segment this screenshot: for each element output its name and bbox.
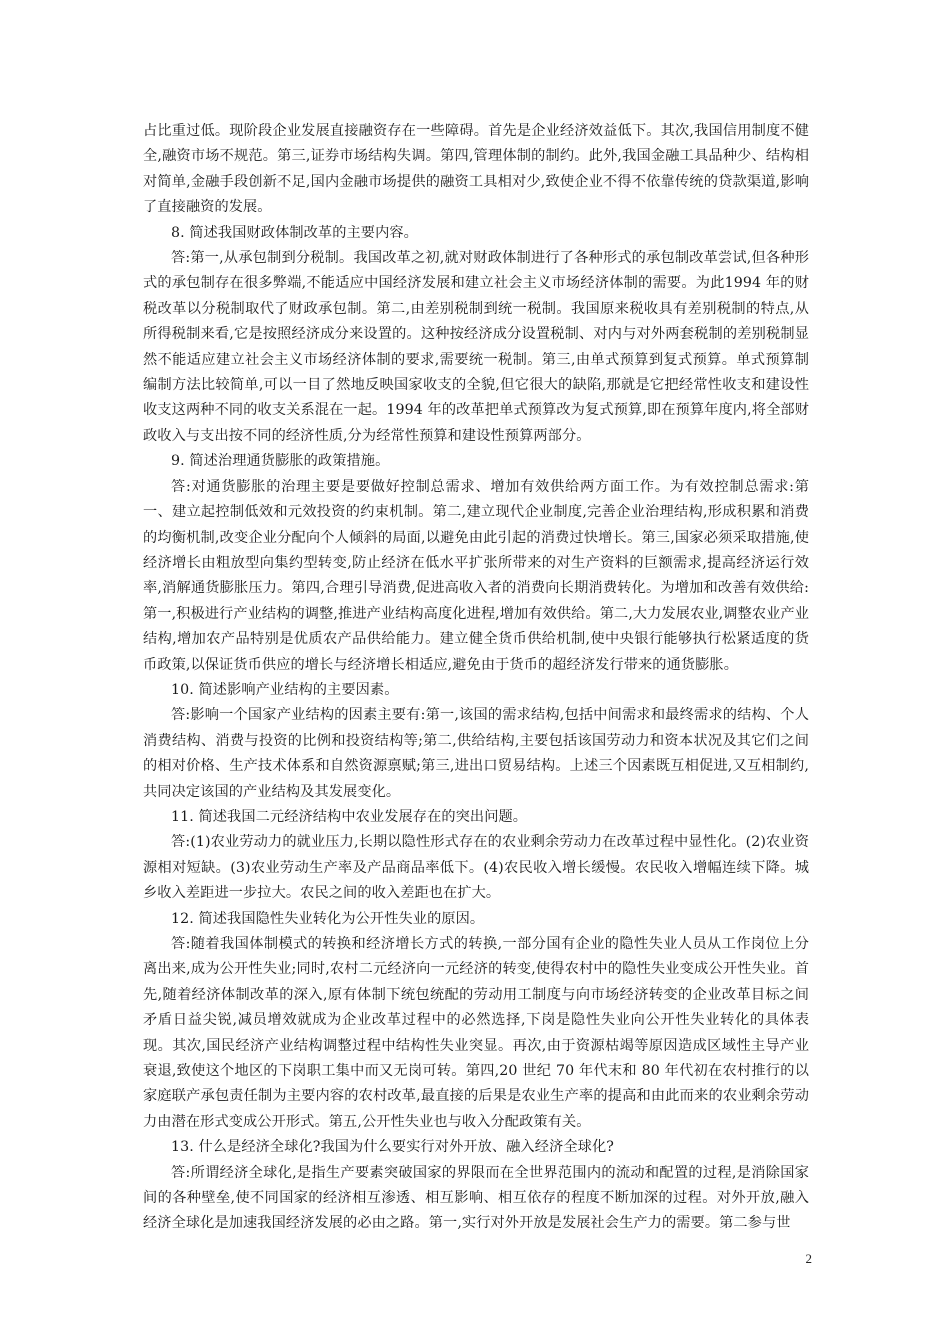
answer-9: 答:对通货膨胀的治理主要是要做好控制总需求、增加有效供给两方面工作。为有效控制总需求:第一、建立起控制低效和元效投资的约束机制。第二,建立现代企业制度,完善企业治理结构,形成积累和消费的均衡机制,改变企业分配向个人倾斜的局面,以避免由此引起的消费过快增长。第三,国家必须采取措施,使经济增长由粗放型向集约型转变,防止经济在低水平扩张所带来的对生产资料的巨额需求,提高经济运行效率,消解通货膨胀压力。第四,合理引导消费,促进高收入者的消费向长期消费转化。为增加和改善有效供给:第一,积极进行产业结构的调整,推进产业结构高度化进程,增加有效供给。第二,大力发展农业,调整农业产业结构,增加农产品特别是优质农产品供给能力。建立健全货币供给机制,使中央银行能够执行松紧适度的货币政策,以保证货币供应的增长与经济增长相适应,避免由于货币的超经济发行带来的通货膨胀。 [143, 478, 809, 673]
question-8: 8. 简述我国财政体制改革的主要内容。 [171, 224, 418, 241]
page-number: 2 [805, 1251, 812, 1266]
answer-12: 答:随着我国体制模式的转换和经济增长方式的转换,一部分国有企业的隐性失业人员从工作岗位上分离出来,成为公开性失业;同时,农村二元经济向一元经济的转变,使得农村中的隐性失业变成公开性失业。首先,随着经济体制改革的深入,原有体制下统包统配的劳动用工制度与向市场经济转变的企业改革目标之间矛盾日益尖锐,减员增效就成为企业改革过程中的必然选择,下岗是隐性失业向公开性失业转化的具体表现。其次,国民经济产业结构调整过程中结构性失业突显。再次,由于资源枯竭等原因造成区域性主导产业衰退,致使这个地区的下岗职工集中而又无岗可转。第四,20 世纪 70 年代末和 80 年代初在农村推行的以家庭联产承包责任制为主要内容的农村改革,最直接的后果是农业生产率的提高和由此而来的农业剩余劳动力由潜在形式变成公开形式。第五,公开性失业也与收入分配政策有关。 [143, 936, 809, 1130]
question-10: 10. 简述影响产业结构的主要因素。 [171, 681, 399, 698]
question-9: 9. 简述治理通货膨胀的政策措施。 [171, 453, 390, 470]
answer-10: 答:影响一个国家产业结构的因素主要有:第一,该国的需求结构,包括中间需求和最终需求的结构、个人消费结构、消费与投资的比例和投资结构等;第二,供给结构,主要包括该国劳动力和资本状况及其它们之间的相对价格、生产技术体系和自然资源禀赋;第三,进出口贸易结构。上述三个因素既互相促进,又互相制约,共同决定该国的产业结构及其发展变化。 [143, 707, 809, 800]
answer-11: 答:(1)农业劳动力的就业压力,长期以隐性形式存在的农业剩余劳动力在改革过程中显性化。(2)农业资源相对短缺。(3)农业劳动生产率及产品商品率低下。(4)农民收入增长缓慢。农民收入增幅连续下降。城乡收入差距进一步拉大。农民之间的收入差距也在扩大。 [143, 834, 809, 902]
body-paragraph: 占比重过低。现阶段企业发展直接融资存在一些障碍。首先是企业经济效益低下。其次,我国信用制度不健全,融资市场不规范。第三,证券市场结构失调。第四,管理体制的制约。此外,我国金融工具品种少、结构相对简单,金融手段创新不足,国内金融市场提供的融资工具相对少,致使企业不得不依靠传统的贷款渠道,影响了直接融资的发展。 [143, 123, 809, 216]
question-13: 13. 什么是经济全球化?我国为什么要实行对外开放、融入经济全球化? [171, 1139, 614, 1156]
question-12: 12. 简述我国隐性失业转化为公开性失业的原因。 [171, 910, 485, 927]
document-body [143, 119, 809, 1237]
question-11: 11. 简述我国二元经济结构中农业发展存在的突出问题。 [171, 808, 528, 825]
answer-8: 答:第一,从承包制到分税制。我国改革之初,就对财政体制进行了各种形式的承包制改革尝试,但各种形式的承包制存在很多弊端,不能适应中国经济发展和建立社会主义市场经济体制的需要。为此1994 年的财税改革以分税制取代了财政承包制。第二,由差别税制到统一税制。我国原来税收具有差别税制的特点,从所得税制来看,它是按照经济成分来设置的。这种按经济成分设置税制、对内与对外两套税制的差别税制显然不能适应建立社会主义市场经济体制的要求,需要统一税制。第三,由单式预算到复式预算。单式预算制编制方法比较简单,可以一目了然地反映国家收支的全貌,但它很大的缺陷,那就是它把经常性收支和建设性收支这两种不同的收支关系混在一起。1994 年的改革把单式预算改为复式预算,即在预算年度内,将全部财政收入与支出按不同的经济性质,分为经常性预算和建设性预算两部分。 [143, 250, 809, 444]
answer-13: 答:所谓经济全球化,是指生产要素突破国家的界限而在全世界范围内的流动和配置的过程,是消除国家间的各种壁垒,使不同国家的经济相互渗透、相互影响、相互依存的程度不断加深的过程。对外开放,融入经济全球化是加速我国经济发展的必由之路。第一,实行对外开放是发展社会生产力的需要。第二参与世 [143, 1164, 809, 1232]
